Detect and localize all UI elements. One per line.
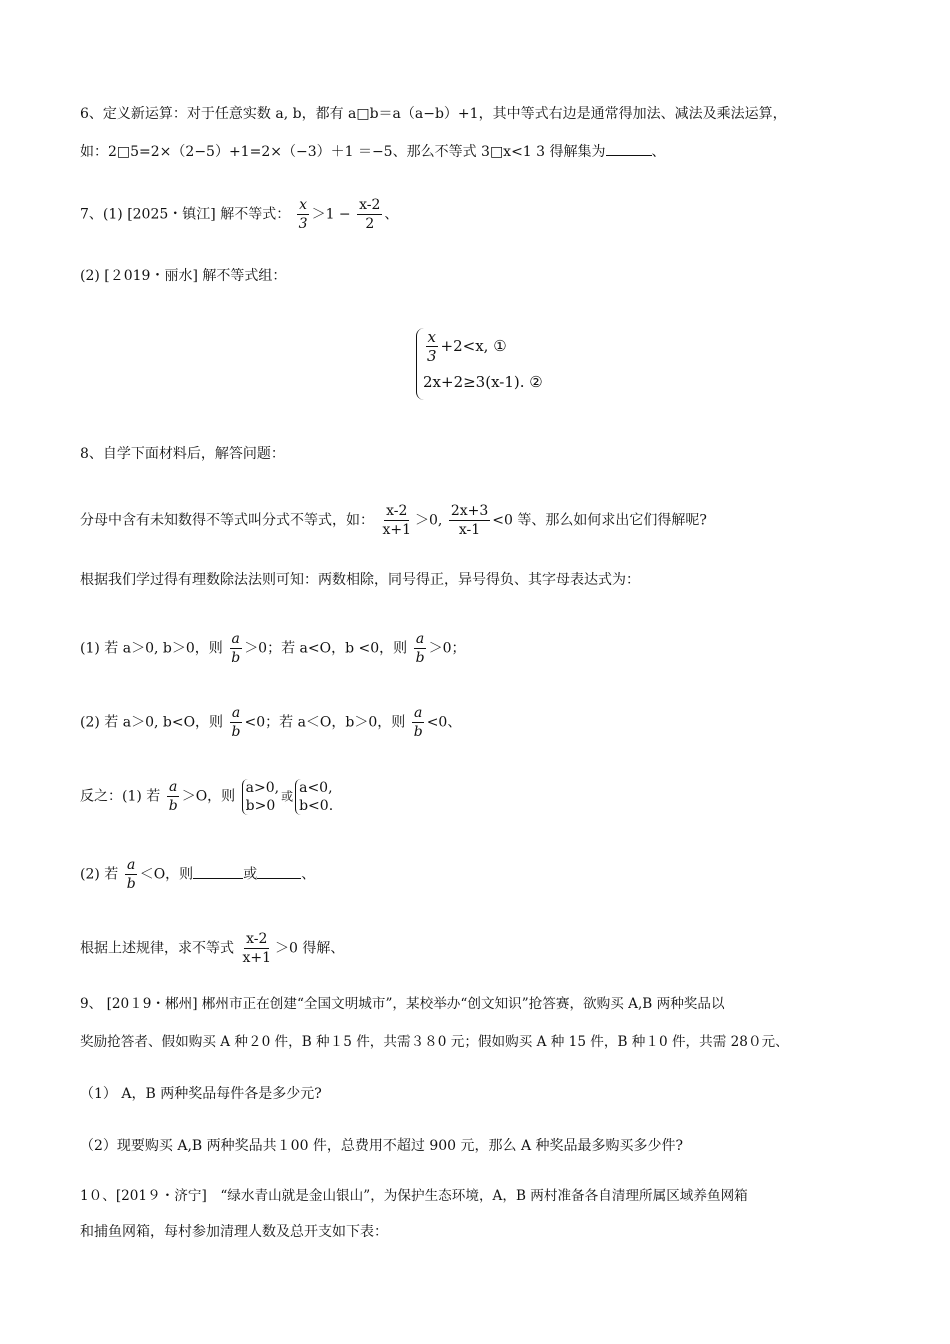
q9-sub2: （2）现要购买 A,B 两种奖品共１00 件，总费用不超过 900 元，那么 A 种奖品最多购买多少件? (80, 1138, 684, 1154)
q9-line2: 奖励抢答者、假如购买 A 种２0 件，B 种１5 件，共需３８0 元；假如购买 A 种 15 件，B 种１0 件，共需 28０元、 (80, 1034, 789, 1050)
q8-rule1: (1) 若 a＞0, b＞0，则 $\frac{a}{b}$ ＞0；若 a<O，b <0，则 $\frac{a}{b}$ ＞0； (80, 631, 466, 666)
q9-line1: 9、 [20１9・郴州] 郴州市正在创建“全国文明城市”，某校举办“创文知识”抢答赛，欲购买 A,B 两种奖品以 (80, 996, 725, 1012)
fraction: $\frac{a}{b}$ (415, 631, 425, 666)
q8-line2: 根据我们学过得有理数除法法则可知：两数相除，同号得正，异号得负、其字母表达式为： (80, 572, 640, 588)
fraction: $\frac{a}{b}$ (168, 779, 178, 814)
fraction: $\frac{a}{b}$ (231, 705, 241, 740)
system-row-2: 2x+2≥3(x-1). ② (423, 373, 543, 391)
fraction: $\frac{x}{3}$ (298, 197, 308, 232)
q7-part2: (2) [２019・丽水] 解不等式组： (80, 268, 287, 284)
q6-line1: 6、定义新运算：对于任意实数 a, b，都有 a□b＝a（a−b）+1，其中等式右边是通常得加法、减法及乘法运算， (80, 106, 787, 122)
fraction: $\frac{x-2}{x+1}$ (382, 503, 411, 538)
answer-blank[interactable] (193, 878, 243, 879)
fraction: $\frac{a}{b}$ (126, 857, 136, 892)
condition-system-negative: a<0, b<0. (295, 779, 333, 815)
answer-blank[interactable] (606, 155, 652, 156)
q8-task: 根据上述规律，求不等式 $\frac{x-2}{x+1}$ ＞0 得解、 (80, 931, 345, 966)
q7-part1: 7、(1) [2025・镇江] 解不等式： $\frac{x}{3}$ ＞1 − $\frac{x-2}{2}$ 、 (80, 197, 399, 232)
q8-title: 8、自学下面材料后，解答问题： (80, 446, 285, 462)
q10-line1: 1０、[201９・济宁] “绿水青山就是金山银山”，为保护生态环境，A，B 两村准备各自清理所属区域养鱼网箱 (80, 1188, 748, 1204)
condition-system-positive: a>0, b>0 (242, 779, 279, 815)
fraction: $\frac{a}{b}$ (231, 631, 241, 666)
system-row-1: $\frac{x}{3}$ +2<x, ① (427, 327, 507, 365)
fraction: $\frac{x}{3}$ (427, 327, 437, 365)
fraction: $\frac{a}{b}$ (413, 705, 423, 740)
answer-blank[interactable] (257, 878, 301, 879)
fraction: $\frac{x-2}{2}$ (359, 197, 381, 232)
q10-line2: 和捕鱼网箱，每村参加清理人数及总开支如下表： (80, 1224, 388, 1240)
q8-rule2: (2) 若 a＞0, b<O，则 $\frac{a}{b}$ <0；若 a＜O，b＞0，则 $\frac{a}{b}$ <0、 (80, 705, 462, 740)
q8-line1: 分母中含有未知数得不等式叫分式不等式，如： $\frac{x-2}{x+1}$ ＞0, $\frac{2x+3}{x-1}$ <0 等、那么如何求出它们得解呢? (80, 503, 707, 538)
q8-converse2: (2) 若 $\frac{a}{b}$ ＜O，则 或 、 (80, 857, 316, 892)
q9-sub1: （1） A，B 两种奖品每件各是多少元? (80, 1086, 322, 1102)
inequality-system (416, 328, 543, 400)
q6-line2: 如：2□5=2×（2−5）+1=2×（−3）＋1 ＝−5、那么不等式 3□x<1 3 得解集为 、 (80, 144, 666, 160)
q8-converse1: 反之：(1) 若 $\frac{a}{b}$ ＞O，则 a>0, b>0 或 a<0, b<0. (80, 779, 334, 814)
fraction: $\frac{x-2}{x+1}$ (242, 931, 271, 966)
fraction: $\frac{2x+3}{x-1}$ (450, 503, 489, 538)
